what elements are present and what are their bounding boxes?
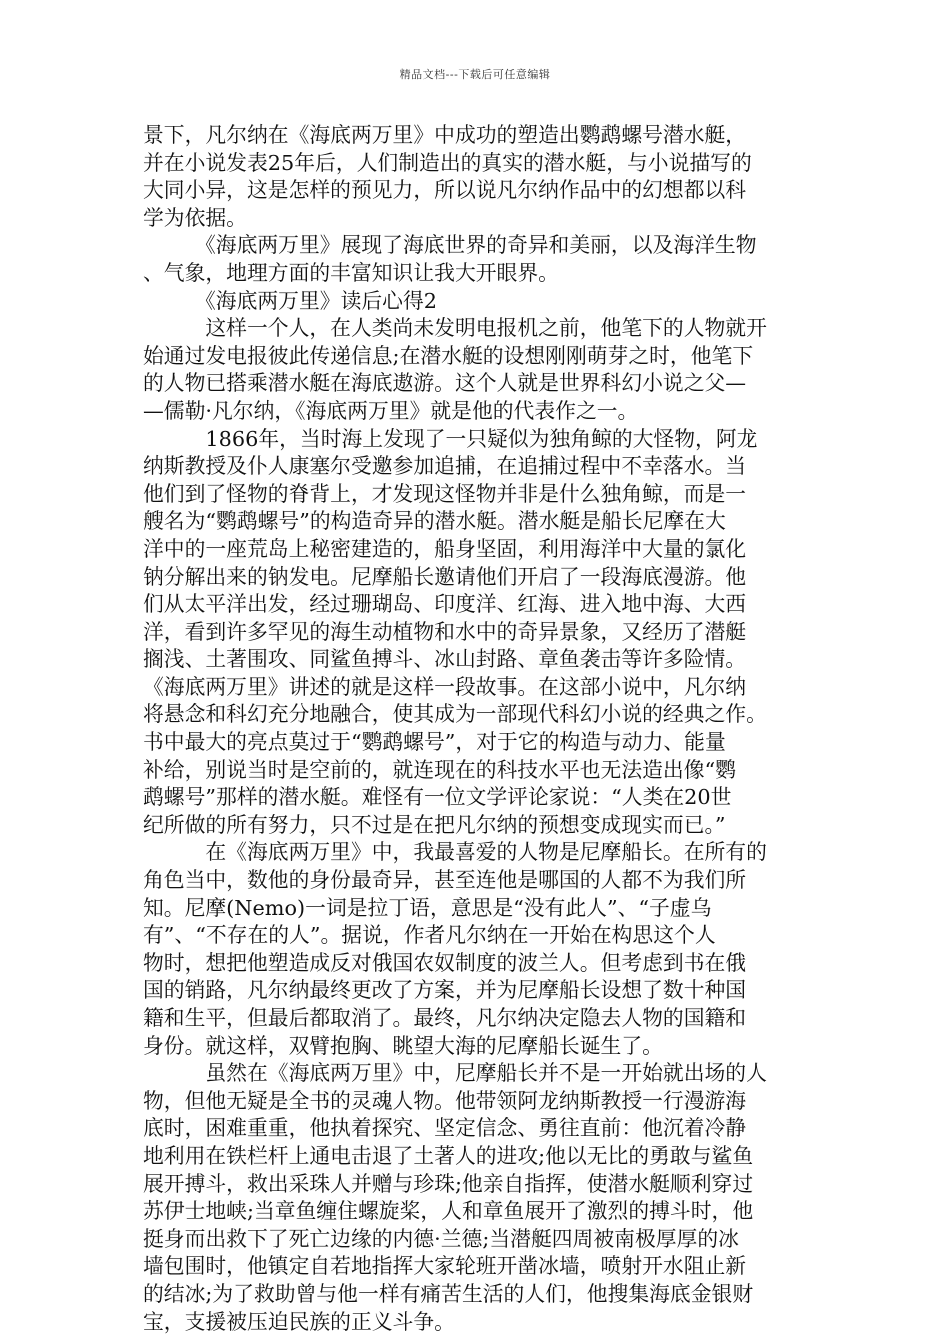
text-line: 苏伊士地峡;当章鱼缠住螺旋桨，人和章鱼展开了激烈的搏斗时，他	[143, 1199, 754, 1224]
text-line: 纳斯教授及仆人康塞尔受邀参加追捕，在追捕过程中不幸落水。当	[143, 454, 747, 479]
text-line: 书中最大的亮点莫过于“鹦鹉螺号”，对于它的构造与动力、能量	[143, 730, 726, 755]
text-line: 学为依据。	[143, 205, 247, 230]
text-line: 的人物已搭乘潜水艇在海底遨游。这个人就是世界科幻小说之父—	[143, 371, 747, 396]
text-line: 的结冰;为了救助曾与他一样有痛苦生活的人们，他搜集海底金银财	[143, 1281, 754, 1306]
text-line: 大同小异，这是怎样的预见力，所以说凡尔纳作品中的幻想都以科	[143, 178, 747, 203]
text-line: 艘名为“鹦鹉螺号”的构造奇异的潜水艇。潜水艇是船长尼摩在大	[143, 509, 726, 534]
text-line: 籍和生平，但最后都取消了。最终，凡尔纳决定隐去人物的国籍和	[143, 1006, 747, 1030]
text-line: 洋，看到许多罕见的海生动植物和水中的奇异景象，又经历了潜艇	[143, 619, 747, 644]
section-heading: 《海底两万里》读后心得2	[143, 288, 437, 313]
text-line: 宝，支援被压迫民族的正义斗争。	[143, 1309, 455, 1334]
text-line: 景下，凡尔纳在《海底两万里》中成功的塑造出鹦鹉螺号潜水艇，	[143, 123, 747, 147]
document-body	[143, 122, 811, 1336]
text-line: 国的销路，凡尔纳最终更改了方案，并为尼摩船长设想了数十种国	[143, 978, 747, 1003]
text-line: 补给，别说当时是空前的，就连现在的科技水平也无法造出像“鹦	[143, 757, 736, 782]
text-line: 们从太平洋出发，经过珊瑚岛、印度洋、红海、进入地中海、大西	[143, 592, 747, 617]
text-line: 《海底两万里》讲述的就是这样一段故事。在这部小说中，凡尔纳	[143, 674, 747, 699]
text-line: 他们到了怪物的脊背上，才发现这怪物并非是什么独角鲸，而是一	[143, 481, 747, 506]
text-line: 并在小说发表25年后，人们制造出的真实的潜水艇，与小说描写的	[143, 150, 752, 175]
text-line: 、气象，地理方面的丰富知识让我大开眼界。	[143, 260, 559, 285]
text-line: 身份。就这样，双臂抱胸、眺望大海的尼摩船长诞生了。	[143, 1033, 663, 1058]
text-line: 地利用在铁栏杆上通电击退了土著人的进攻;他以无比的勇敢与鲨鱼	[143, 1143, 754, 1168]
text-line: 始通过发电报彼此传递信息;在潜水艇的设想刚刚萌芽之时，他笔下	[143, 343, 754, 368]
text-line: —儒勒·凡尔纳，《海底两万里》就是他的代表作之一。	[143, 398, 639, 423]
text-line: 纪所做的所有努力，只不过是在把凡尔纳的预想变成现实而已。”	[143, 812, 726, 837]
text-line: 在《海底两万里》中，我最喜爱的人物是尼摩船长。在所有的	[143, 840, 767, 865]
text-line: 洋中的一座荒岛上秘密建造的，船身坚固，利用海洋中大量的氯化	[143, 536, 747, 561]
text-line: 物，但他无疑是全书的灵魂人物。他带领阿龙纳斯教授一行漫游海	[143, 1088, 747, 1113]
text-line: 鹉螺号”那样的潜水艇。难怪有一位文学评论家说：“人类在20世	[143, 785, 732, 810]
text-line: 物时，想把他塑造成反对俄国农奴制度的波兰人。但考虑到书在俄	[143, 950, 747, 975]
text-line: 有”、“不存在的人”。据说，作者凡尔纳在一开始在构思这个人	[143, 923, 716, 948]
text-line: 挺身而出救下了死亡边缘的内德·兰德;当潜艇四周被南极厚厚的冰	[143, 1226, 739, 1251]
text-line: 展开搏斗，救出采珠人并赠与珍珠;他亲自指挥，使潜水艇顺利穿过	[143, 1171, 754, 1196]
text-line: 底时，困难重重，他执着探究、坚定信念、勇往直前：他沉着冷静	[143, 1116, 747, 1141]
text-line: 墙包围时，他镇定自若地指挥大家轮班开凿冰墙，喷射开水阻止新	[143, 1254, 747, 1279]
text-line: 《海底两万里》展现了海底世界的奇异和美丽，以及海洋生物	[143, 233, 757, 258]
text-line: 钠分解出来的钠发电。尼摩船长邀请他们开启了一段海底漫游。他	[143, 564, 747, 589]
page-header: 精品文档---下载后可任意编辑	[399, 68, 551, 81]
text-line: 虽然在《海底两万里》中，尼摩船长并不是一开始就出场的人	[143, 1061, 767, 1086]
text-line: 角色当中，数他的身份最奇异，甚至连他是哪国的人都不为我们所	[143, 868, 747, 893]
text-line: 这样一个人，在人类尚未发明电报机之前，他笔下的人物就开	[143, 316, 767, 341]
text-line: 知。尼摩(Nemo)一词是拉丁语，意思是“没有此人”、“子虚乌	[143, 895, 712, 920]
text-line: 将悬念和科幻充分地融合，使其成为一部现代科幻小说的经典之作。	[143, 702, 767, 727]
text-line: 1866年，当时海上发现了一只疑似为独角鲸的大怪物，阿龙	[143, 426, 758, 451]
text-line: 搁浅、土著围攻、同鲨鱼搏斗、冰山封路、章鱼袭击等许多险情。	[143, 647, 747, 672]
